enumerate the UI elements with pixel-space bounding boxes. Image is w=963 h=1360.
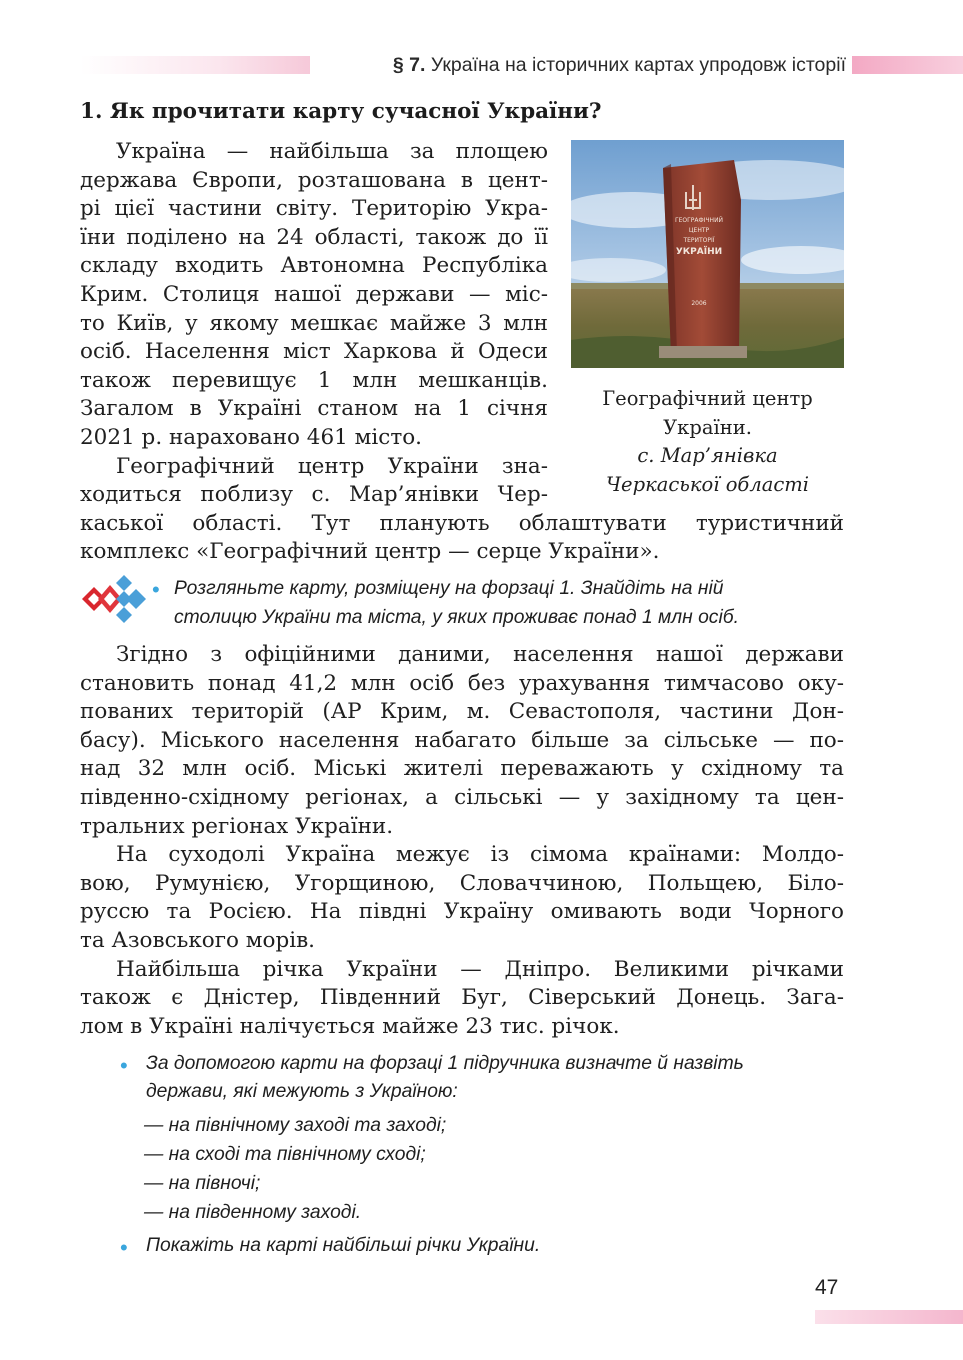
intro-line: їни поділено на 24 області, також до її — [80, 224, 548, 250]
population-line: над 32 млн осіб. Міські жителі переважають у східному та — [80, 756, 844, 782]
task2-item: — на сході та північному сході; — [144, 1144, 426, 1165]
caption-line: України. — [663, 415, 752, 439]
borders-line: руссю та Росією. На півдні Україну омивають води Чорного — [80, 899, 844, 925]
population-line: пованих територій (АР Крим, м. Севастополя, частини Дон- — [80, 699, 844, 725]
caption-line: с. Мар’янівка — [637, 444, 778, 468]
center-line: Географічний центр України зна- — [116, 453, 548, 479]
borders-line: На суходолі Україна межує із сімома країнами: Молдо- — [116, 842, 844, 868]
population-line: південно-східному регіонах, а сільські — у західному та цен- — [80, 785, 844, 810]
monument-text: 2006 — [691, 300, 707, 307]
footer-decor-bar — [815, 1310, 963, 1324]
intro-line: Загалом в Україні станом на 1 січня — [80, 396, 548, 422]
running-header — [316, 54, 846, 77]
intro-line: рі цієї частини світу. Територію Укра- — [80, 196, 548, 222]
task1-line: Розгляньте карту, розміщену на форзаці 1. Знайдіть на ній — [174, 578, 724, 599]
intro-line: 2021 р. нараховано 461 місто. — [80, 425, 422, 450]
task2-line: За допомогою карти на форзаці 1 підручника визначте й назвіть — [146, 1053, 744, 1074]
intro-line: Україна — найбільша за площею — [116, 139, 548, 164]
monument-text: ТЕРИТОРІЇ — [683, 237, 715, 244]
monument-text: УКРАЇНИ — [675, 247, 723, 257]
header-decor-bar-left — [80, 56, 310, 74]
task2-item: — на півночі; — [144, 1173, 261, 1194]
task2-item: — на південному заході. — [144, 1202, 362, 1223]
monument-text: ЦЕНТР — [688, 227, 710, 234]
photo-caption — [571, 385, 844, 499]
borders-line: та Азовського морів. — [80, 928, 316, 953]
section-title: Україна на історичних картах упродовж історії — [430, 54, 846, 76]
subsection-heading: 1. Як прочитати карту сучасної України? — [80, 99, 602, 124]
rivers-line: Найбільша річка України — Дніпро. Великими річками — [116, 956, 844, 982]
task3-line: Покажіть на карті найбільші річки України. — [146, 1235, 541, 1256]
borders-line: вою, Румунією, Угорщиною, Словаччиною, Польщею, Біло- — [80, 870, 844, 896]
caption-line: Географічний центр — [602, 387, 813, 410]
task1-line: столицю України та міста, у яких проживає понад 1 млн осіб. — [174, 606, 739, 628]
page-number: 47 — [815, 1276, 839, 1299]
task-diamond-icon — [80, 575, 152, 623]
center-line: ходиться поблизу с. Мар’янівки Чер- — [80, 482, 548, 508]
population-line: тральних регіонах України. — [80, 813, 394, 839]
intro-line: то Київ, у якому мешкає майже 3 млн — [80, 310, 548, 336]
task-bullet: • — [152, 577, 160, 602]
population-line: становить понад 41,2 млн осіб без урахування тимчасово оку- — [80, 670, 844, 696]
intro-line: держава Європи, розташована в цент- — [80, 167, 548, 193]
rivers-line: також є Дністер, Південний Буг, Сіверський Донець. Зага- — [80, 985, 844, 1011]
monument-text: ГЕОГРАФІЧНИЙ — [674, 217, 724, 224]
header-decor-bar-right — [852, 56, 963, 74]
intro-line: Крим. Столиця нашої держави — міс- — [80, 282, 548, 307]
center-line: каської області. Тут планують облаштувати туристичний — [80, 510, 844, 536]
caption-line: Черкаської області — [605, 472, 810, 496]
task-bullet: • — [120, 1235, 128, 1260]
population-line: басу). Міського населення набагато більше за сільське — по- — [80, 727, 844, 753]
intro-line: складу входить Автономна Республіка — [80, 253, 548, 279]
task2-item: — на північному заході та заході; — [144, 1115, 447, 1136]
geographic-center-photo — [571, 140, 844, 368]
population-line: Згідно з офіційними даними, населення нашої держави — [116, 642, 844, 667]
center-line: комплекс «Географічний центр — серце України». — [80, 539, 660, 565]
intro-line: осіб. Населення міст Харкова й Одеси — [80, 339, 548, 365]
task-bullet: • — [120, 1053, 128, 1078]
task2-line: держави, які межують з Україною: — [146, 1081, 458, 1102]
rivers-line: лом в Україні налічується майже 23 тис. річок. — [80, 1013, 620, 1039]
intro-line: також перевищує 1 млн мешканців. — [80, 367, 548, 393]
section-number: § 7. — [392, 54, 426, 76]
